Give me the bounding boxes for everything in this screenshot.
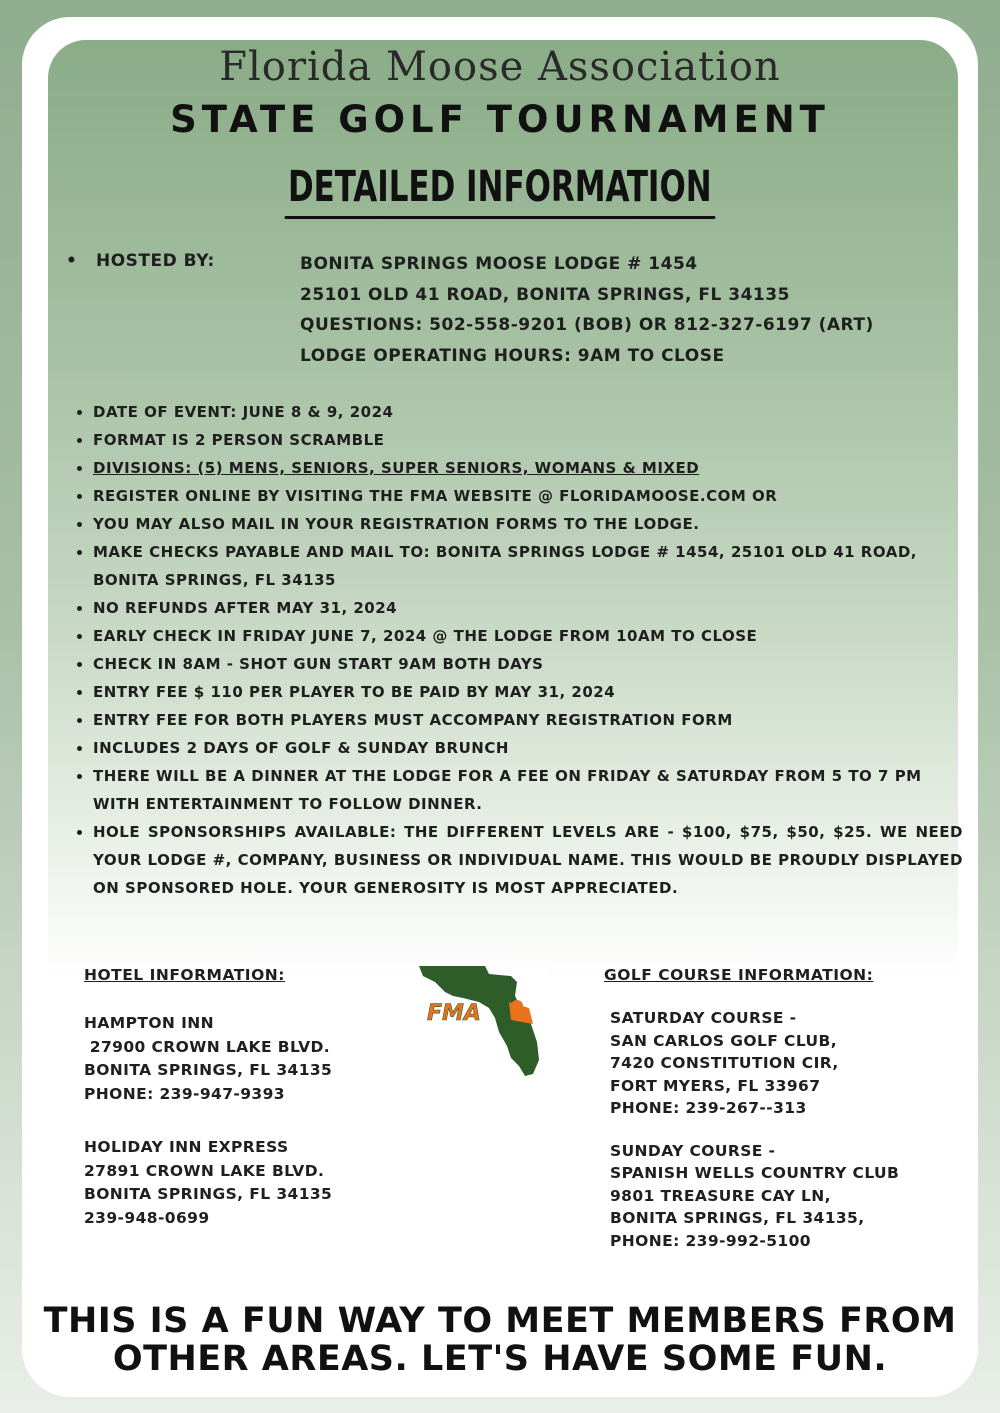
- hotel-city: BONITA SPRINGS, FL 34135: [84, 1185, 333, 1203]
- list-item: • HOLE SPONSORSHIPS AVAILABLE: THE DIFFERENT LEVELS ARE - $100, $75, $50, $25. WE NEED YOUR LODGE #, COMPANY, BUSINESS OR INDIVIDUAL NAME. THIS WOULD BE PROUDLY DISPLAYED ON SPONSORED HOLE. YOUR GENEROSITY IS MOST APPRECIATED.: [93, 818, 963, 902]
- subtitle-wrap: [0, 158, 1000, 219]
- list-item: • NO REFUNDS AFTER MAY 31, 2024: [93, 594, 963, 622]
- footer-line: OTHER AREAS. LET'S HAVE SOME FUN.: [112, 1339, 888, 1379]
- hotel-phone: 239-948-0699: [84, 1208, 210, 1227]
- list-item: • YOU MAY ALSO MAIL IN YOUR REGISTRATION FORMS TO THE LODGE.: [93, 510, 963, 538]
- golf-course-information-heading: GOLF COURSE INFORMATION:: [604, 966, 874, 984]
- hotel-city: BONITA SPRINGS, FL 34135: [84, 1061, 333, 1079]
- logo-text: FMA: [427, 1001, 481, 1026]
- list-item: • CHECK IN 8AM - SHOT GUN START 9AM BOTH DAYS: [93, 650, 963, 678]
- hotel-name: HOLIDAY INN EXPRESS: [84, 1138, 289, 1156]
- organization-title: Florida Moose Association: [219, 44, 781, 90]
- course-city: BONITA SPRINGS, FL 34135,: [610, 1209, 865, 1227]
- hosted-by-label: HOSTED BY:: [96, 251, 215, 271]
- lodge-name: BONITA SPRINGS MOOSE LODGE # 1454: [300, 254, 698, 274]
- list-item: • EARLY CHECK IN FRIDAY JUNE 7, 2024 @ THE LODGE FROM 10AM TO CLOSE: [93, 622, 963, 650]
- course-day: SATURDAY COURSE -: [610, 1009, 797, 1027]
- list-item: • INCLUDES 2 DAYS OF GOLF & SUNDAY BRUNCH: [93, 734, 963, 762]
- bullet-icon: •: [66, 251, 78, 271]
- list-item: • ENTRY FEE FOR BOTH PLAYERS MUST ACCOMPANY REGISTRATION FORM: [93, 706, 963, 734]
- detailed-information-heading: DETAILED INFORMATION: [285, 158, 715, 219]
- course-phone: PHONE: 239-992-5100: [610, 1231, 811, 1250]
- details-list: [74, 398, 963, 902]
- hotel-info: [84, 1012, 332, 1230]
- footer-line: THIS IS A FUN WAY TO MEET MEMBERS FROM: [43, 1301, 957, 1341]
- hosted-by-details: [300, 249, 874, 371]
- lodge-hours: LODGE OPERATING HOURS: 9AM TO CLOSE: [300, 345, 725, 366]
- questions-phone: QUESTIONS: 502-558-9201 (BOB) OR 812-327-6197 (ART): [300, 315, 874, 335]
- list-item: • REGISTER ONLINE BY VISITING THE FMA WEBSITE @ FLORIDAMOOSE.COM OR: [93, 482, 963, 510]
- list-item: • MAKE CHECKS PAYABLE AND MAIL TO: BONITA SPRINGS LODGE # 1454, 25101 OLD 41 ROAD, BONITA SPRINGS, FL 34135: [93, 538, 963, 594]
- course-address: 9801 TREASURE CAY LN,: [610, 1186, 831, 1205]
- list-item: • ENTRY FEE $ 110 PER PLAYER TO BE PAID BY MAY 31, 2024: [93, 678, 963, 706]
- course-phone: PHONE: 239-267--313: [610, 1099, 807, 1117]
- hotel-address: 27891 CROWN LAKE BLVD.: [84, 1161, 325, 1180]
- hotel-address: 27900 CROWN LAKE BLVD.: [84, 1037, 331, 1056]
- list-item: • FORMAT IS 2 PERSON SCRAMBLE: [93, 426, 963, 454]
- event-title: STATE GOLF TOURNAMENT: [170, 98, 830, 141]
- list-item: • DIVISIONS: (5) MENS, SENIORS, SUPER SENIORS, WOMANS & MIXED: [93, 454, 963, 482]
- footer-message: [0, 1302, 1000, 1378]
- list-item: • THERE WILL BE A DINNER AT THE LODGE FOR A FEE ON FRIDAY & SATURDAY FROM 5 TO 7 PM WITH ENTERTAINMENT TO FOLLOW DINNER.: [93, 762, 963, 818]
- hotel-phone: PHONE: 239-947-9393: [84, 1084, 285, 1103]
- moose-mark-icon: [511, 1000, 523, 1012]
- hotel-information-heading: HOTEL INFORMATION:: [84, 966, 285, 984]
- course-city: FORT MYERS, FL 33967: [610, 1076, 821, 1095]
- list-item: • DATE OF EVENT: JUNE 8 & 9, 2024: [93, 398, 963, 426]
- course-name: SPANISH WELLS COUNTRY CLUB: [610, 1164, 900, 1182]
- course-address: 7420 CONSTITUTION CIR,: [610, 1054, 839, 1072]
- golf-course-info: [610, 1007, 899, 1252]
- course-name: SAN CARLOS GOLF CLUB,: [610, 1031, 838, 1050]
- course-day: SUNDAY COURSE -: [610, 1141, 776, 1160]
- fma-florida-logo: [415, 962, 547, 1080]
- lodge-address: 25101 OLD 41 ROAD, BONITA SPRINGS, FL 34135: [300, 284, 790, 305]
- hotel-name: HAMPTON INN: [84, 1014, 214, 1032]
